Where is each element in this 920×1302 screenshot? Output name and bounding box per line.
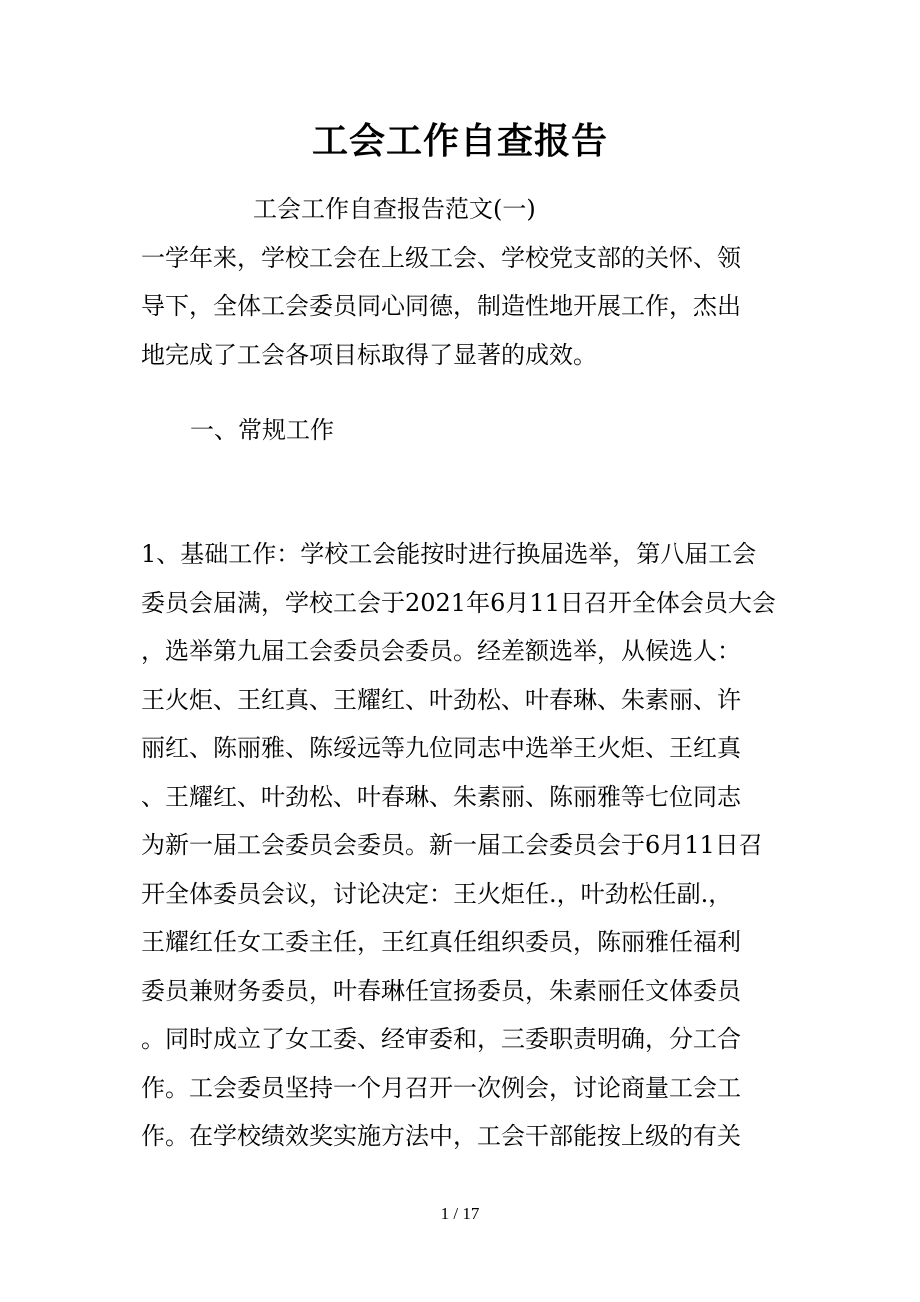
intro-line: 地完成了工会各项目标取得了显著的成效。: [141, 341, 597, 369]
body-line: 委员会届满，学校工会于2021年6月11日召开全体会员大会: [141, 589, 776, 617]
page-number: 1 / 17: [440, 1204, 480, 1223]
intro-line: 一学年来，学校工会在上级工会、学校党支部的关怀、领: [141, 244, 741, 272]
body-line: 王火炬、王红真、王耀红、叶劲松、叶春琳、朱素丽、许: [141, 686, 741, 714]
document-subtitle: 工会工作自查报告范文(一): [253, 195, 536, 223]
body-line: 为新一届工会委员会委员。新一届工会委员会于6月11日召: [141, 831, 763, 859]
body-line: 作。在学校绩效奖实施方法中，工会干部能按上级的有关: [141, 1122, 741, 1150]
body-line: 。同时成立了女工委、经审委和，三委职责明确，分工合: [141, 1025, 741, 1053]
body-line: ，选举第九届工会委员会委员。经差额选举，从候选人：: [141, 637, 741, 665]
body-line: 委员兼财务委员，叶春琳任宣扬委员，朱素丽任文体委员: [141, 977, 741, 1005]
body-line: 、王耀红、叶劲松、叶春琳、朱素丽、陈丽雅等七位同志: [141, 783, 741, 811]
body-line: 作。工会委员坚持一个月召开一次例会，讨论商量工会工: [141, 1074, 741, 1102]
section-heading: 一、常规工作: [190, 416, 334, 444]
body-line: 王耀红任女工委主任，王红真任组织委员，陈丽雅任福利: [141, 928, 741, 956]
body-line: 丽红、陈丽雅、陈绥远等九位同志中选举王火炬、王红真: [141, 734, 741, 762]
intro-line: 导下，全体工会委员同心同德，制造性地开展工作，杰出: [141, 292, 741, 320]
document-title: 工会工作自查报告: [311, 121, 608, 162]
body-line: 开全体委员会议，讨论决定：王火炬任.，叶劲松任副.，: [141, 880, 733, 908]
body-line: 1、基础工作：学校工会能按时进行换届选举，第八届工会: [141, 540, 757, 568]
